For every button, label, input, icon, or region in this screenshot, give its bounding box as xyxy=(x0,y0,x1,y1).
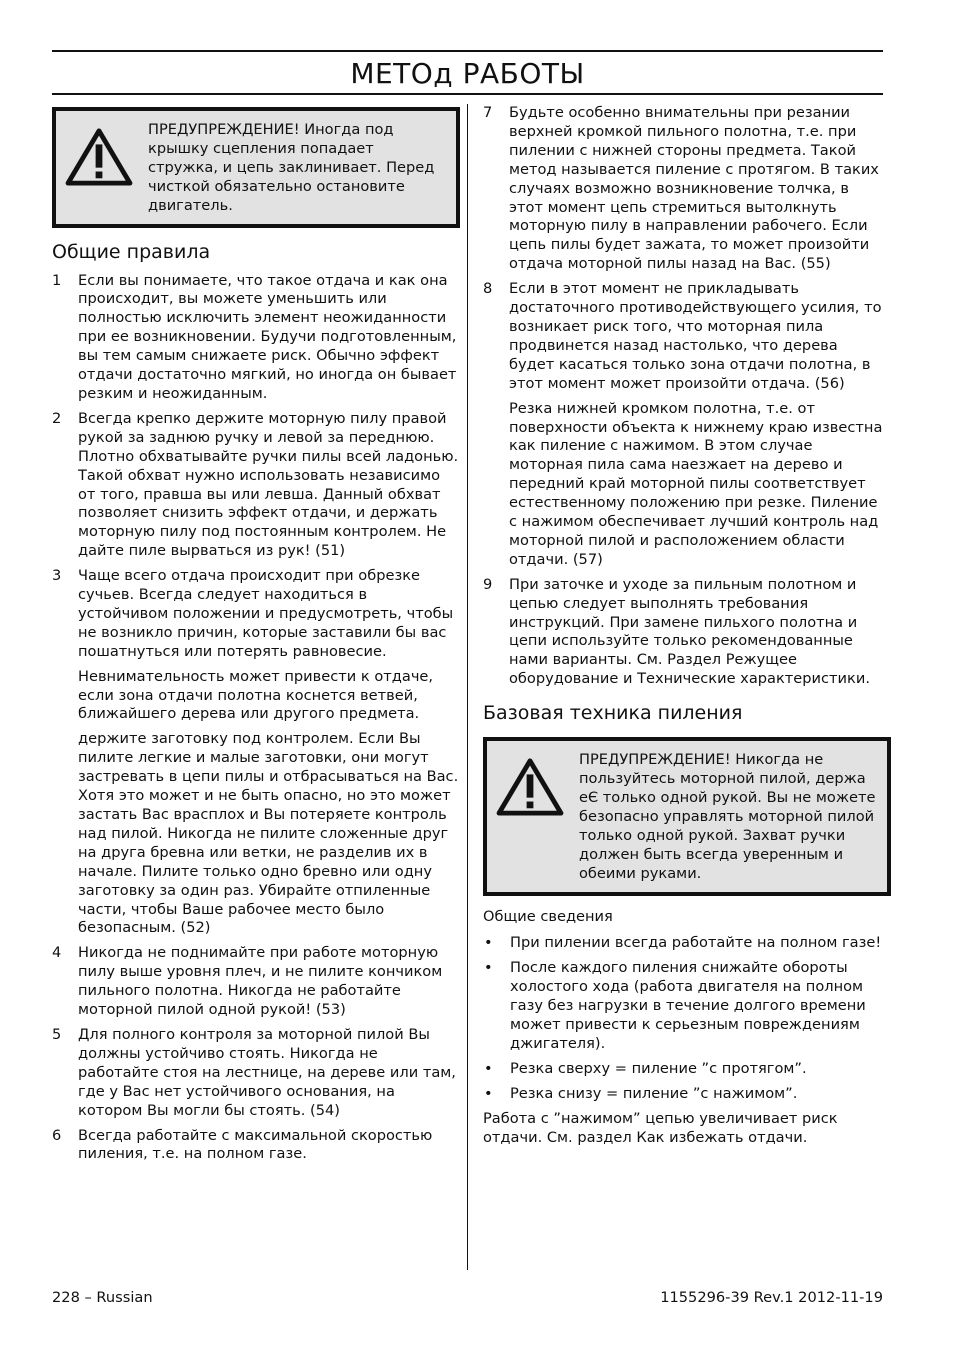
bullet-item: • При пилении всегда работайте на полном газе! xyxy=(484,934,882,952)
list-item: 3 Чаще всего отдача происходит при обрезке сучьев. Всегда следует находиться в устойчивом положении и предусмотреть, чтобы не возникло причин, которые заставили бы вас пошатнуться или потерять равновесие. xyxy=(52,567,454,660)
paragraph: Резка нижней кромком полотна, т.е. от поверхности объекта к нижнему краю известна как пиление с нажимом. В этом случае моторная пила сама наезжает на дерево и передний край моторной пилы соответствует естественному положению при резке. Пиление с нажимом обеспечивает лучший контроль над моторной пилой и расположением области отдачи. (57) xyxy=(509,399,883,568)
subheading-general-info: Общие сведения xyxy=(483,907,613,925)
page-title: МЕТОд РАБОТЫ xyxy=(350,57,585,90)
warning-text: ПРЕДУПРЕЖДЕНИЕ! Никогда не пользуйтесь моторной пилой, держа еЄ только одной рукой. Вы не можете безопасно управлять моторной пилой только одной рукой. Захват ручки должен быть всегда уверенным и обеими руками. xyxy=(579,751,876,882)
list-item: 7 Будьте особенно внимательны при резании верхней кромкой пильного полотна, т.е. при пилении с нижней стороны предмета. Такой метод называется пиление с протягом. В таких случаях возможно возникновение толчка, в этот момент цепь стремиться вытолкнуть моторную пилу в направлении рабочего. Если цепь пилы будет зажата, то может произойти отдача моторной пилы назад на Вас. (55) xyxy=(483,104,879,273)
section-heading-general-rules: Общие правила xyxy=(52,240,211,263)
footer-page-number: 228 – Russian xyxy=(52,1289,153,1306)
bullet-item: • После каждого пиления снижайте обороты холостого хода (работа двигателя на полном газу без нагрузки в течение долгого времени может привести к серьезным повреждениям джигателя). xyxy=(484,959,866,1052)
list-item: 2 Всегда крепко держите моторную пилу правой рукой за заднюю ручку и левой за переднюю. Плотно обхватывайте ручки пилы всей ладонью. Такой обхват нужно использовать независимо от того, правша вы или левша. Данный обхват позволяет снизить эффект отдачи, и держать моторную пилу под постоянным контролем. Не дайте пиле вырваться из рук! (51) xyxy=(52,409,459,560)
bullet-item: • Резка снизу = пиление ”с нажимом”. xyxy=(484,1084,798,1102)
list-item: 1 Если вы понимаете, что такое отдача и как она происходит, вы можете уменьшить или полностью исключить элемент неожиданности при ее возникновении. Будучи подготовленным, вы тем самым снижаете риск. Обычно эффект отдачи достаточно мягкий, но иногда он бывает резким и неожиданным. xyxy=(52,271,457,402)
footer-doc-id: 1155296-39 Rev.1 2012-11-19 xyxy=(660,1289,883,1306)
list-item: 9 При заточке и уходе за пильным полотном и цепью следует выполнять требования инструкций. При замене пильхого полотна и цепи используйте только рекомендованные нами варианты. См. Раздел Режущее оборудование и Технические характеристики. xyxy=(483,575,870,688)
closing-paragraph: Работа с ”нажимом” цепью увеличивает риск отдачи. См. раздел Как избежать отдачи. xyxy=(483,1109,838,1146)
left-column xyxy=(52,104,460,1170)
list-item: 6 Всегда работайте с максимальной скоростью пиления, т.е. на полном газе. xyxy=(52,1126,433,1163)
title-rule xyxy=(52,93,883,95)
warning-box-one-hand xyxy=(483,737,891,895)
bullet-icon: • xyxy=(484,1084,493,1102)
bullet-icon: • xyxy=(484,959,493,977)
list-item: 4 Никогда не поднимайте при работе моторную пилу выше уровня плеч, и не пилите кончиком пильного полотна. Никогда не работайте моторной пилой одной рукой! (53) xyxy=(52,944,443,1019)
paragraph: Невнимательность может привести к отдаче, если зона отдачи полотна коснется ветвей, ближайшего дерева или другого предмета. xyxy=(78,667,434,723)
paragraph: держите заготовку под контролем. Если Вы пилите легкие и малые заготовки, они могут застревать в цепи пилы и отбрасываться на Вас. Хотя это может и не быть опасно, но это может застать Вас врасплох и Вы потеряете контроль над пилой. Никогда не пилите сложенные друг на друга бревна или ветки, не разделив их в начале. Пилите только одно бревно или одну заготовку за один раз. Убирайте отпиленные части, чтобы Ваше рабочее место было безопасным. (52) xyxy=(78,730,459,937)
column-divider xyxy=(467,104,468,1270)
warning-box-clutch xyxy=(52,107,460,228)
bullet-item: • Резка сверху = пиление ”с протягом”. xyxy=(484,1059,807,1077)
list-item: 5 Для полного контроля за моторной пилой Вы должны устойчиво стоять. Никогда не работайте стоя на лестнице, на дереве или там, где у Вас нет устойчивого основания, на котором Вы могли бы стоять. (54) xyxy=(52,1025,456,1119)
top-rule xyxy=(52,50,883,52)
bullet-icon: • xyxy=(484,1059,493,1077)
warning-text: ПРЕДУПРЕЖДЕНИЕ! Иногда под крышку сцепления попадает стружка, и цепь заклинивает. Перед чисткой обязательно остановите двигатель. xyxy=(148,121,435,214)
section-heading-basic-technique: Базовая техника пиления xyxy=(483,702,743,725)
bullet-icon: • xyxy=(484,934,493,952)
warning-triangle-icon xyxy=(64,127,134,187)
list-item: 8 Если в этот момент не прикладывать достаточного противодействующего усилия, то возникает риск того, что моторная пила продвинется назад настолько, что дерева будет касаться только зона отдачи полотна, в этот момент может произойти отдача. (56) xyxy=(483,280,882,392)
warning-triangle-icon xyxy=(495,757,565,817)
right-column xyxy=(483,104,883,1148)
